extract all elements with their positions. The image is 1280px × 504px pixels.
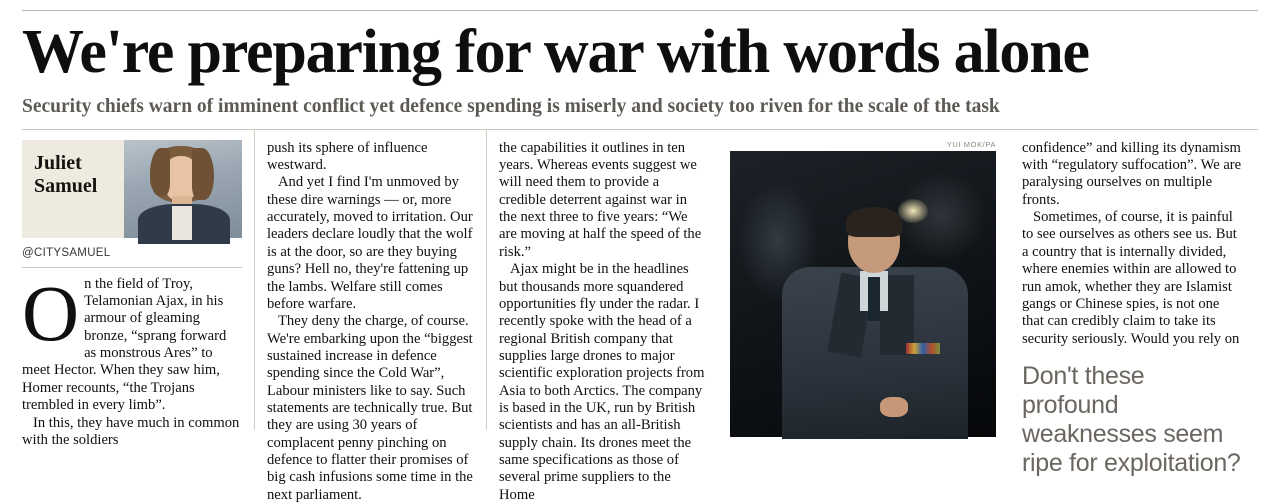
paragraph: In this, they have much in common with the soldiers	[22, 414, 240, 448]
paragraph	[22, 270, 242, 415]
photo-stage-lamp	[898, 199, 928, 223]
paragraph: They deny the charge, of course. We're embarking upon the “biggest sustained increase in defence spending since the Cold War”, Labour ministers like to say. Such statements are technically true. But they are using 30 years of complacent penny pinching on defence to flatter their promises of big cash infusions some time in the next parliament.	[267, 313, 473, 503]
byline-name-line1: Juliet	[34, 151, 82, 174]
newspaper-page	[0, 10, 1280, 503]
avatar-shirt	[172, 206, 192, 240]
byline-name	[22, 140, 132, 238]
standfirst: Security chiefs warn of imminent conflict yet defence spending is miserly and society too riven for the scale of the task	[22, 96, 1000, 118]
byline-name-line2: Samuel	[34, 174, 98, 197]
avatar-hair-left	[150, 148, 170, 196]
column-4-photo	[718, 130, 1010, 430]
paragraph: push its sphere of influence westward.	[267, 139, 428, 174]
paragraph: And yet I find I'm unmoved by these dire warnings — or, more accurately, moved to irritation. Our leaders declare loudly that the wolf is at the door, so are they buying guns? Hell no, they're fattening up the lambs. Welfare still comes before warfare.	[267, 174, 473, 312]
photo-medal-ribbons	[906, 343, 940, 354]
column-5	[1010, 130, 1242, 477]
paragraph: the capabilities it outlines in ten years. Whereas events suggest we will need them to provide a credible deterrent against war in the next three to five years: “We are moving at half the speed of the risk.”	[499, 139, 702, 260]
photo-hand	[880, 397, 908, 417]
byline-box	[22, 140, 242, 238]
dropcap: O	[22, 270, 80, 358]
column-1	[22, 130, 254, 448]
article-columns	[22, 130, 1258, 503]
column-3	[486, 130, 718, 503]
article-photo	[730, 151, 996, 437]
photo-wrap	[730, 140, 996, 437]
page-title: We're preparing for war with words alone	[22, 18, 1089, 86]
byline-handle[interactable]: @CITYSAMUEL	[22, 238, 242, 268]
pullquote: Don't these profound weaknesses seem ripe for exploitation?	[1022, 361, 1241, 477]
paragraph-text: n the field of Troy, Telamonian Ajax, in his armour of gleaming bronze, “sprang forward as monstrous Ares” to meet Hector. When they saw him, Homer recounts, “the Trojans trembled in every limb”.	[22, 275, 227, 414]
photo-credit: YUI MOK/PA	[946, 139, 996, 149]
top-divider	[22, 10, 1258, 11]
avatar-hair-right	[192, 148, 214, 200]
paragraph: Sometimes, of course, it is painful to see ourselves as others see us. But a country that is internally divided, where enemies within are allowed to run amok, whether they are Islamist gangs or Chinese spies, is not one that can credibly claim to take its security seriously. Would you rely on	[1022, 209, 1240, 347]
paragraph: Ajax might be in the headlines but thousands more squandered opportunities fly under the radar. I recently spoke with the head of a regional British company that supplies large drones to major scientific exploration projects from Asia to both Arctics. The company is based in the UK, run by British scientists and has an all-British supply chain. Its drones meet the same specifications as those of several prime suppliers to the Home	[499, 261, 705, 503]
avatar	[124, 140, 242, 238]
photo-hair	[846, 207, 902, 237]
paragraph: confidence” and killing its dynamism with “regulatory suffocation”. We are paralysing ourselves on multiple fronts.	[1022, 139, 1242, 208]
column-2	[254, 130, 486, 503]
photo-tie	[868, 277, 880, 321]
